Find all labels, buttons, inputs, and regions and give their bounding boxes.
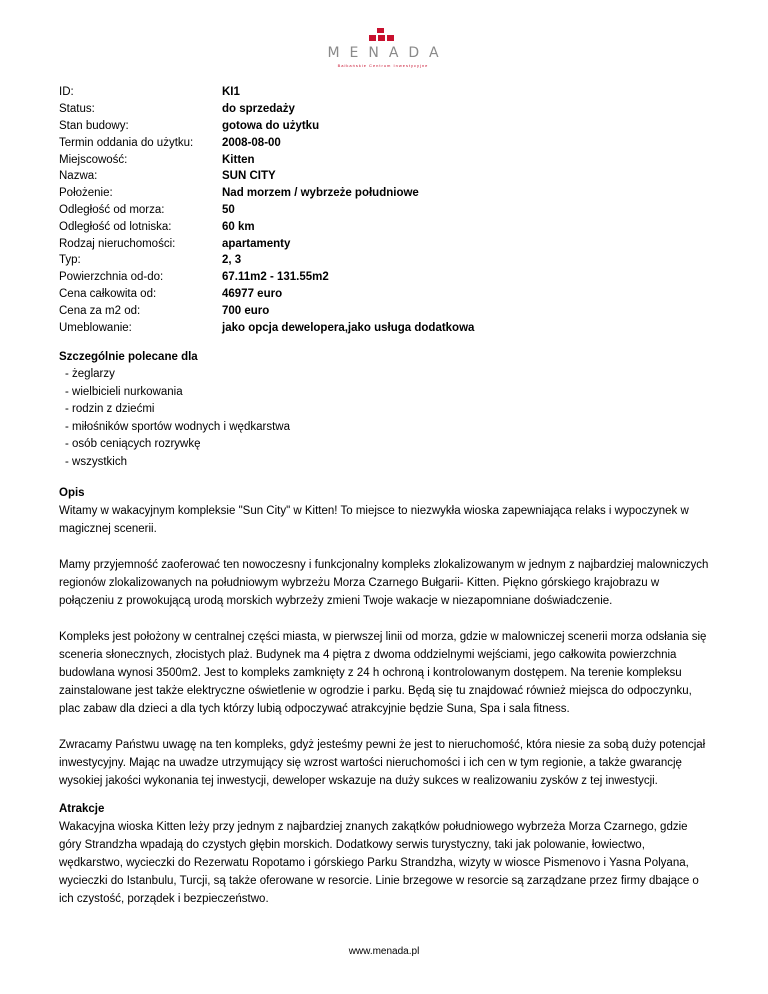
list-item: - rodzin z dziećmi: [65, 403, 155, 415]
table-row: [59, 185, 709, 202]
opis-heading: Opis: [59, 487, 85, 499]
table-row: [59, 151, 709, 168]
opis-paragraph-2: Mamy przyjemność zaoferować ten nowoczesny i funkcjonalny kompleks zlokalizowanym w jednym z najbardziej malowniczych regionów zlokalizowanych na południowym wybrzeżu Morza Czarnego Bułgarii- Kitten. Piękno górskiego krajobrazu w połączeniu z prowokującą urodą morskich wybrzeży zmieni Twoje wakacje w niezapomniane doświadczenie.: [59, 559, 709, 607]
atrakcje-heading: Atrakcje: [59, 803, 105, 815]
property-value: gotowa do użytku: [222, 119, 320, 132]
list-item: - miłośników sportów wodnych i wędkarstwa: [65, 420, 290, 433]
property-key: Miejscowość:: [59, 153, 128, 166]
list-item: - żeglarzy: [65, 368, 115, 380]
property-key: Status:: [59, 103, 95, 116]
table-row: [59, 319, 709, 336]
recommended-list: [59, 366, 709, 471]
property-key: Położenie:: [59, 187, 113, 200]
property-details-table: [59, 84, 709, 336]
table-row: [59, 235, 709, 252]
property-key: Powierzchnia od-do:: [59, 271, 164, 284]
menada-logo: [308, 26, 458, 66]
table-row: [59, 302, 709, 319]
atrakcje-section: [59, 800, 709, 908]
property-value: 2, 3: [222, 254, 242, 267]
table-row: [59, 134, 709, 151]
logo-wordmark: MENADA: [327, 45, 449, 61]
property-key: Typ:: [59, 254, 81, 267]
property-value: Nad morzem / wybrzeże południowe: [222, 187, 419, 200]
recommended-section: [59, 348, 709, 471]
opis-section: [59, 484, 709, 790]
property-value: apartamenty: [222, 237, 291, 250]
property-value: 2008-08-00: [222, 136, 281, 149]
table-row: [59, 202, 709, 219]
property-value: do sprzedaży: [222, 103, 295, 116]
property-value: KI1: [222, 86, 240, 99]
property-key: Umeblowanie:: [59, 321, 132, 334]
property-value: SUN CITY: [222, 170, 276, 183]
property-key: Odległość od lotniska:: [59, 220, 172, 233]
property-key: Cena za m2 od:: [59, 304, 141, 317]
table-row: [59, 252, 709, 269]
bricks-logo-icon: [363, 28, 403, 44]
property-key: Nazwa:: [59, 170, 98, 183]
property-key: Stan budowy:: [59, 119, 129, 132]
atrakcje-paragraph: Wakacyjna wioska Kitten leży przy jednym z najbardziej znanych zakątków południowego wybrzeża Morza Czarnego, gdzie góry Strandzha wpadają do czystych głębin morskich. Dodatkowy serwis turystyczny, taki jak polowanie, łowiectwo, wędkarstwo, wycieczki do Rezerwatu Ropotamo i górskiego Parku Strandzha, wizyty w wiosce Pismenovo i Yasna Polyana, wycieczki do Istanbulu, Turcji, są także oferowane w resorcie. Linie brzegowe w resorcie są zarządzane przez firmy dbające o ich czystość, porządek i bezpieczeństwo.: [59, 821, 699, 905]
list-item: - wszystkich: [65, 455, 127, 468]
recommended-heading: Szczególnie polecane dla: [59, 351, 198, 363]
property-value: 50: [222, 203, 235, 216]
table-row: [59, 84, 709, 101]
property-key: ID:: [59, 86, 74, 99]
property-key: Rodzaj nieruchomości:: [59, 237, 176, 250]
property-value: 700 euro: [222, 304, 270, 317]
opis-paragraph-4: Zwracamy Państwu uwagę na ten kompleks, gdyż jesteśmy pewni że jest to nieruchomość, która niesie za sobą duży potencjał inwestycyjny. Mając na uwadze utrzymujący się wzrost wartości nieruchomości i ich cen w tym regionie, a także gwarancję wysokiej jakości wykonania tej inwestycji, deweloper wskazuje na duży sukces w realizowaniu zysków z tej inwestycji.: [59, 739, 706, 787]
list-item: - wielbicieli nurkowania: [65, 385, 183, 398]
property-value: Kitten: [222, 153, 255, 166]
table-row: [59, 101, 709, 118]
table-row: [59, 168, 709, 185]
logo-tagline: Bałkańskie Centrum Inwestycyjne: [337, 63, 429, 68]
property-key: Termin oddania do użytku:: [59, 136, 194, 149]
opis-paragraph-1: Witamy w wakacyjnym kompleksie "Sun City" w Kitten! To miejsce to niezwykła wioska zapewniająca relaks i wypoczynek w magicznej scenerii.: [59, 505, 689, 535]
property-key: Odległość od morza:: [59, 203, 165, 216]
property-value: 60 km: [222, 220, 255, 233]
property-value: 46977 euro: [222, 287, 283, 300]
table-row: [59, 286, 709, 303]
table-row: [59, 269, 709, 286]
property-value: jako opcja dewelopera,jako usługa dodatkowa: [222, 321, 475, 334]
table-row: [59, 218, 709, 235]
opis-paragraph-3: Kompleks jest położony w centralnej części miasta, w pierwszej linii od morza, gdzie w malowniczej scenerii morza odsłania się sceneria słonecznych, złocistych plaż. Budynek ma 4 piętra z dwoma oddzielnymi wejściami, jego całkowita powierzchnia budowlana wynosi 3500m2. Jest to kompleks zamknięty z 24 h ochroną i kontrolowanym dostępem. Na terenie kompleksu zainstalowane jest także elektryczne oświetlenie w ogrodzie i parku. Będą się tu znajdować również miejsca do odpoczynku, plac zabaw dla dzieci a dla tych którzy lubią odpoczywać atrakcyjnie będzie Suna, Spa i sala fitness.: [59, 631, 707, 715]
table-row: [59, 118, 709, 135]
property-key: Cena całkowita od:: [59, 287, 157, 300]
list-item: - osób ceniących rozrywkę: [65, 438, 201, 450]
footer-url: www.menada.pl: [348, 946, 420, 957]
property-value: 67.11m2 - 131.55m2: [222, 271, 329, 284]
